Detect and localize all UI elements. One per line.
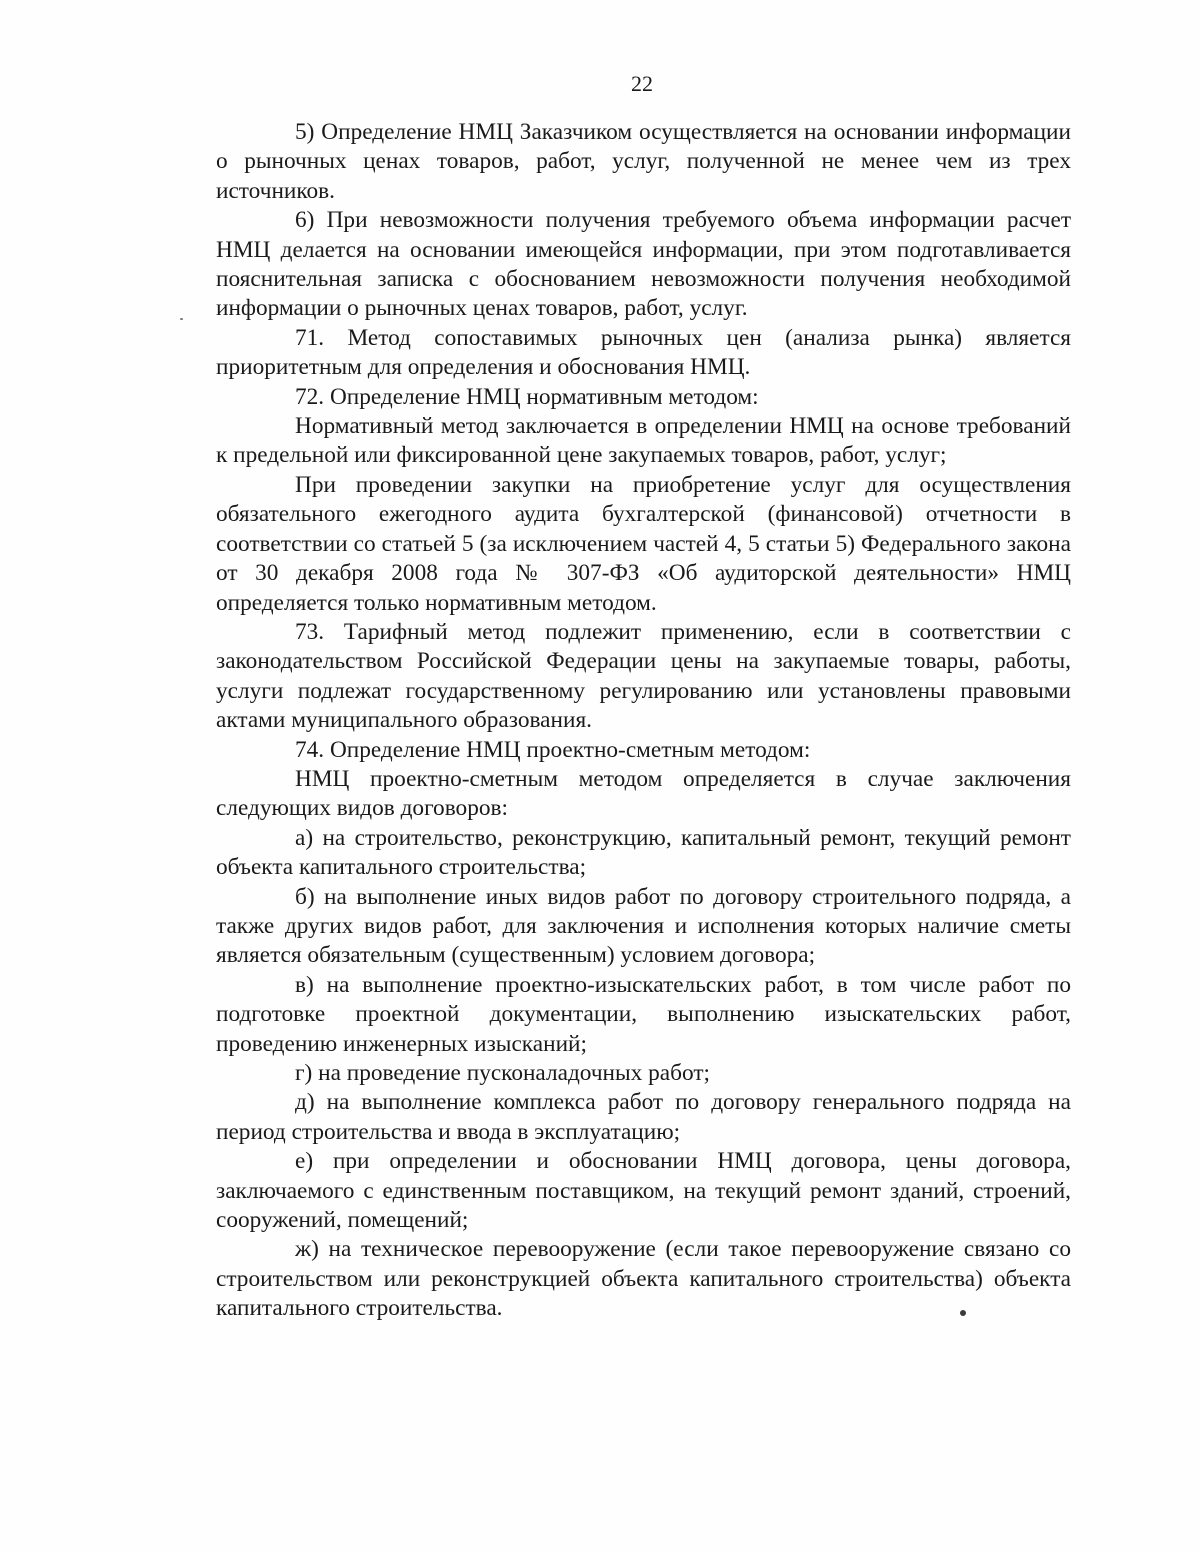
scan-speck: [180, 318, 183, 320]
list-item-d: д) на выполнение комплекса работ по договору генерального подряда на период строительства и ввода в эксплуатацию;: [216, 1089, 1071, 1145]
paragraph-74-heading: 74. Определение НМЦ проектно-сметным методом:: [295, 736, 811, 763]
paragraph-design-estimate-method: НМЦ проектно-сметным методом определяется в случае заключения следующих видов договоров:: [216, 765, 1071, 822]
list-item-a: а) на строительство, реконструкцию, капитальный ремонт, текущий ремонт объекта капитального строительства;: [216, 824, 1071, 881]
paragraph-5: 5) Определение НМЦ Заказчиком осуществляется на основании информации о рыночных ценах товаров, работ, услуг, полученной не менее чем из трех источников.: [216, 119, 1071, 204]
list-item-zh: ж) на техническое перевооружение (если такое перевооружение связано со строительством или реконструкцией объекта капитального строительства) объекта капитального строительства.: [216, 1236, 1071, 1322]
paragraph-normative-method: Нормативный метод заключается в определении НМЦ на основе требований к предельной или фиксированной цене закупаемых товаров, работ, услуг;: [216, 413, 1071, 469]
list-item-e: е) при определении и обосновании НМЦ договора, цены договора, заключаемого с единственным поставщиком, на текущий ремонт зданий, строений, сооружений, помещений;: [216, 1148, 1071, 1234]
document-body: [216, 118, 1071, 1324]
list-item-g: г) на проведение пусконаладочных работ;: [295, 1060, 710, 1086]
page-number: 22: [631, 71, 653, 96]
paragraph-73: 73. Тарифный метод подлежит применению, если в соответствии с законодательством Российской Федерации цены на закупаемые товары, работы, услуги подлежат государственному регулированию или установлены правовыми актами муниципального образования.: [216, 618, 1071, 734]
paragraph-audit-procurement: При проведении закупки на приобретение услуг для осуществления обязательного ежегодного аудита бухгалтерской (финансовой) отчетности в соответствии со статьей 5 (за исключением частей 4, 5 статьи 5) Федерального закона от 30 декабря 2008 года № 307-ФЗ «Об аудиторской деятельности» НМЦ определяется только нормативным методом.: [216, 471, 1071, 616]
list-item-v: в) на выполнение проектно-изыскательских работ, в том числе работ по подготовке проектной документации, выполнению изыскательских работ, проведению инженерных изысканий;: [216, 971, 1071, 1057]
paragraph-72-heading: 72. Определение НМЦ нормативным методом:: [295, 383, 759, 410]
paragraph-6: 6) При невозможности получения требуемого объема информации расчет НМЦ делается на основании имеющейся информации, при этом подготавливается пояснительная записка с обоснованием невозможности получения необходимой информации о рыночных ценах товаров, работ, услуг.: [216, 207, 1071, 322]
paragraph-71: 71. Метод сопоставимых рыночных цен (анализа рынка) является приоритетным для определения и обоснования НМЦ.: [216, 324, 1071, 381]
list-item-b: б) на выполнение иных видов работ по договору строительного подряда, а также других видов работ, для заключения и исполнения которых наличие сметы является обязательным (существенным) условием договора;: [216, 883, 1071, 969]
scan-speck: [960, 1310, 966, 1316]
